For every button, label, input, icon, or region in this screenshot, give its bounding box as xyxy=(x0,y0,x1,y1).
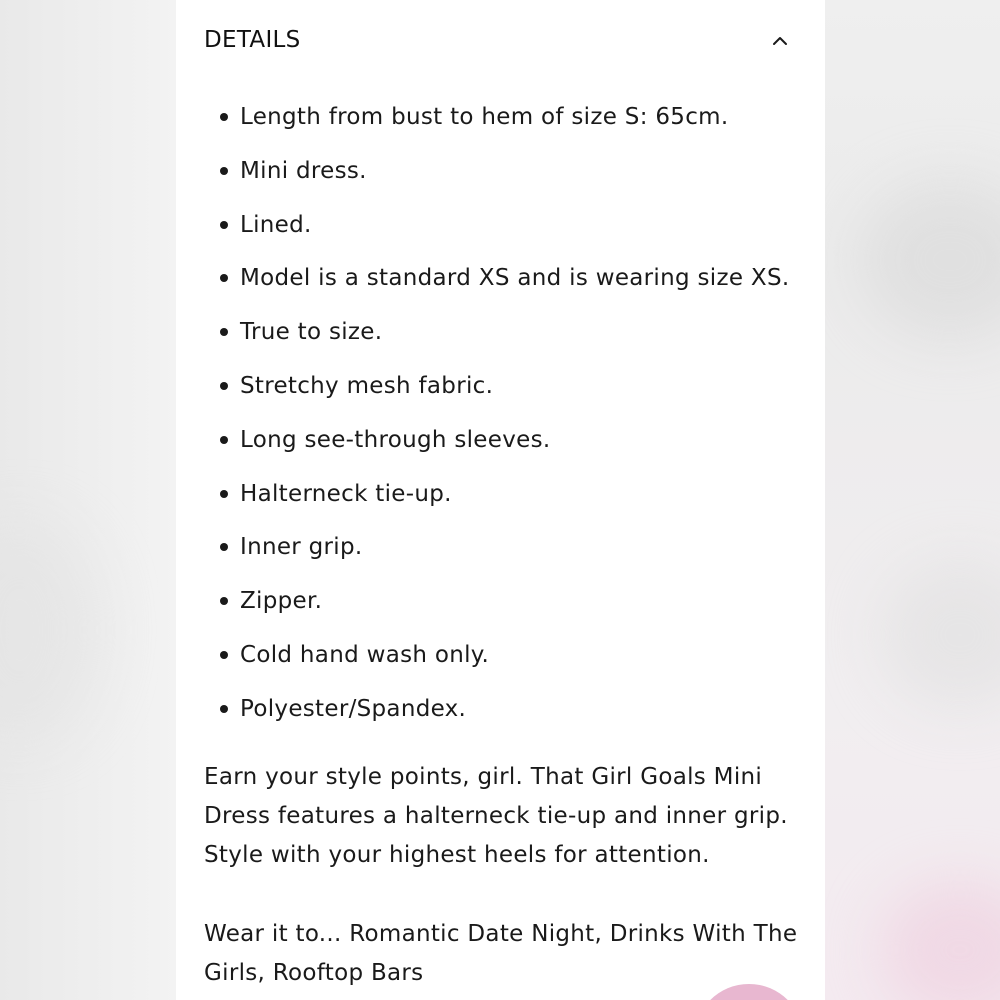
details-title: DETAILS xyxy=(204,27,301,53)
list-item xyxy=(176,628,825,682)
details-accordion-header[interactable] xyxy=(204,22,794,62)
list-item xyxy=(176,467,825,521)
list-item-text: Polyester/Spandex. xyxy=(240,695,467,722)
list-item xyxy=(176,520,825,574)
list-item xyxy=(176,198,825,252)
bullet-icon xyxy=(220,651,228,659)
list-item-text: Model is a standard XS and is wearing size XS. xyxy=(240,265,790,292)
bullet-icon xyxy=(220,705,228,713)
bullet-icon xyxy=(220,543,228,551)
background-left xyxy=(0,0,176,1000)
bullet-icon xyxy=(220,490,228,498)
bullet-icon xyxy=(220,597,228,605)
bullet-icon xyxy=(220,328,228,336)
list-item xyxy=(176,251,825,305)
list-item xyxy=(176,305,825,359)
list-item xyxy=(176,682,825,736)
list-item-text: Inner grip. xyxy=(240,534,363,561)
list-item xyxy=(176,90,825,144)
list-item-text: Zipper. xyxy=(240,588,323,615)
list-item-text: True to size. xyxy=(240,319,383,346)
details-list xyxy=(176,90,825,736)
bullet-icon xyxy=(220,113,228,121)
list-item-text: Mini dress. xyxy=(240,157,367,184)
list-item-text: Length from bust to hem of size S: 65cm. xyxy=(240,104,729,130)
product-description: Earn your style points, girl. That Girl Goals Mini Dress features a halterneck tie-up and inner grip. Style with your highest heels for attention. xyxy=(204,764,788,868)
details-panel xyxy=(176,0,825,1000)
list-item-text: Stretchy mesh fabric. xyxy=(240,372,494,399)
bullet-icon xyxy=(220,382,228,390)
chevron-up-icon[interactable] xyxy=(766,26,794,54)
list-item-text: Cold hand wash only. xyxy=(240,641,490,668)
bullet-icon xyxy=(220,436,228,444)
list-item xyxy=(176,144,825,198)
bullet-icon xyxy=(220,221,228,229)
list-item xyxy=(176,413,825,467)
bullet-icon xyxy=(220,167,228,175)
bullet-icon xyxy=(220,274,228,282)
list-item-text: Long see-through sleeves. xyxy=(240,426,551,453)
list-item xyxy=(176,359,825,413)
background-right xyxy=(825,0,1000,1000)
list-item-text: Halterneck tie-up. xyxy=(240,480,452,507)
wear-it-to-text: Wear it to... Romantic Date Night, Drinks With The Girls, Rooftop Bars xyxy=(204,921,798,986)
list-item-text: Lined. xyxy=(240,211,312,238)
list-item xyxy=(176,574,825,628)
